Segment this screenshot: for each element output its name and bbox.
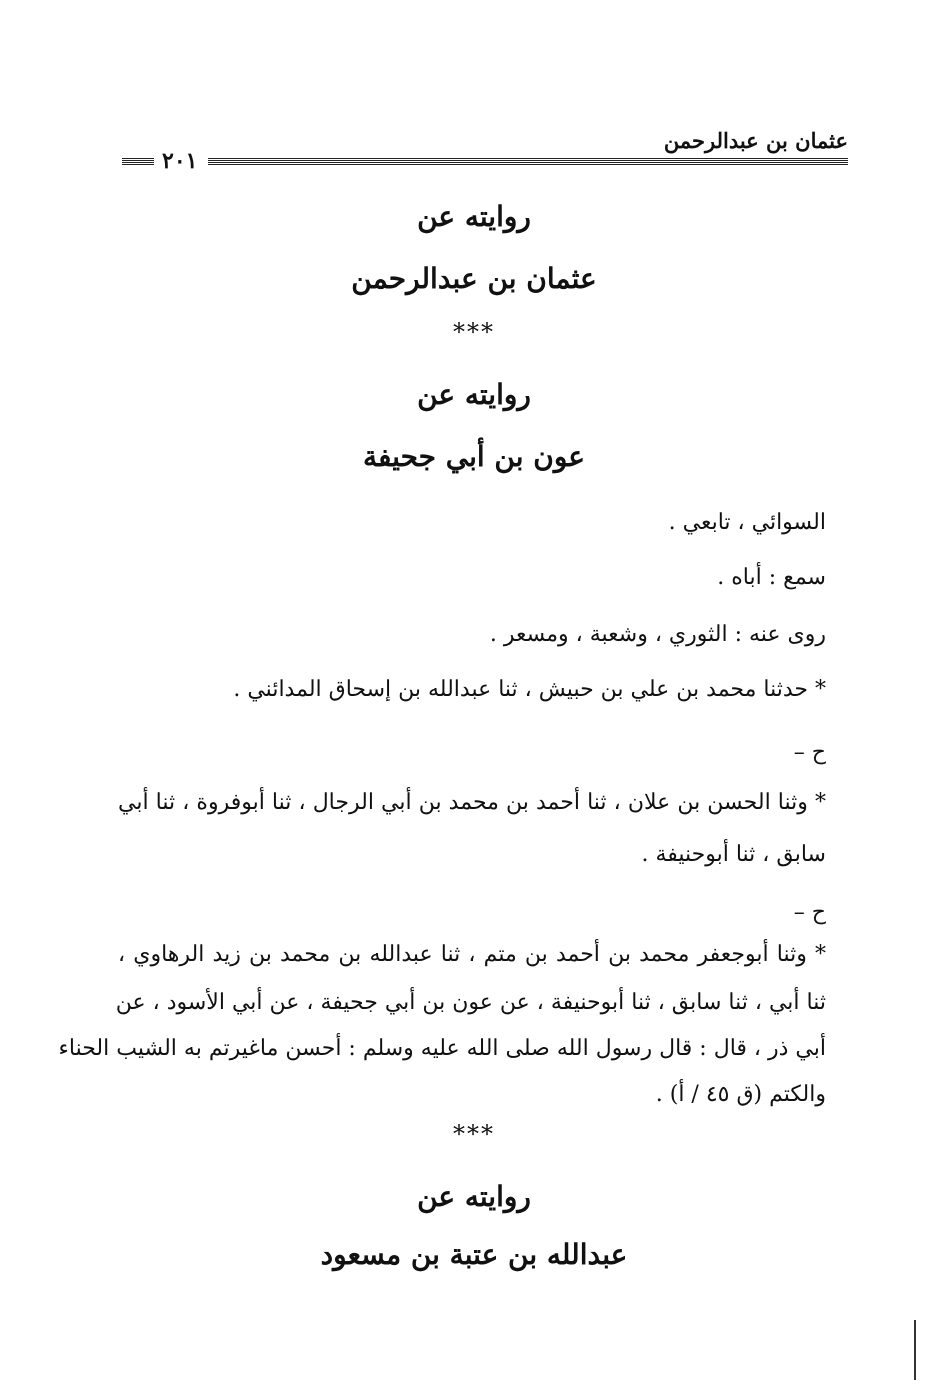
body-line: * حدثنا محمد بن علي بن حبيش ، ثنا عبدالله بن إسحاق المدائني .: [233, 677, 826, 702]
section-heading-name: عثمان بن عبدالرحمن: [351, 262, 597, 295]
section-heading-intro: روايته عن: [417, 200, 531, 233]
body-line: روى عنه : الثوري ، وشعبة ، ومسعر .: [489, 622, 826, 647]
section-heading-intro: روايته عن: [417, 378, 531, 411]
body-line: أبي ذر ، قال : قال رسول الله صلى الله عليه وسلم : أحسن ماغيرتم به الشيب الحناء: [58, 1036, 826, 1061]
separator-stars: ***: [453, 318, 495, 346]
body-line: ح –: [793, 740, 826, 765]
page-number: ٢٠١: [156, 148, 203, 174]
body-line: والكتم (ق ٤٥ / أ) .: [655, 1082, 826, 1107]
body-line: * وثنا الحسن بن علان ، ثنا أحمد بن محمد بن أبي الرجال ، ثنا أبوفروة ، ثنا أبي: [118, 790, 826, 815]
page-header: [122, 128, 848, 178]
separator-stars: ***: [453, 1120, 495, 1148]
section-heading-name: عبدالله بن عتبة بن مسعود: [320, 1238, 628, 1271]
header-rule: [208, 158, 848, 166]
body-line: السوائي ، تابعي .: [668, 510, 826, 535]
header-rule-short: [122, 158, 154, 166]
body-line: ح –: [793, 900, 826, 925]
body-line: ثنا أبي ، ثنا سابق ، ثنا أبوحنيفة ، عن عون بن أبي جحيفة ، عن أبي الأسود ، عن: [115, 990, 826, 1015]
body-line: سابق ، ثنا أبوحنيفة .: [641, 842, 826, 867]
body-line: سمع : أباه .: [717, 565, 826, 590]
section-heading-intro: روايته عن: [417, 1180, 531, 1213]
body-line: * وثنا أبوجعفر محمد بن أحمد بن متم ، ثنا عبدالله بن محمد بن زيد الرهاوي ،: [118, 942, 826, 967]
section-heading-name: عون بن أبي جحيفة: [362, 440, 585, 473]
page-edge-mark: [914, 1320, 916, 1380]
running-title: عثمان بن عبدالرحمن: [663, 128, 848, 153]
